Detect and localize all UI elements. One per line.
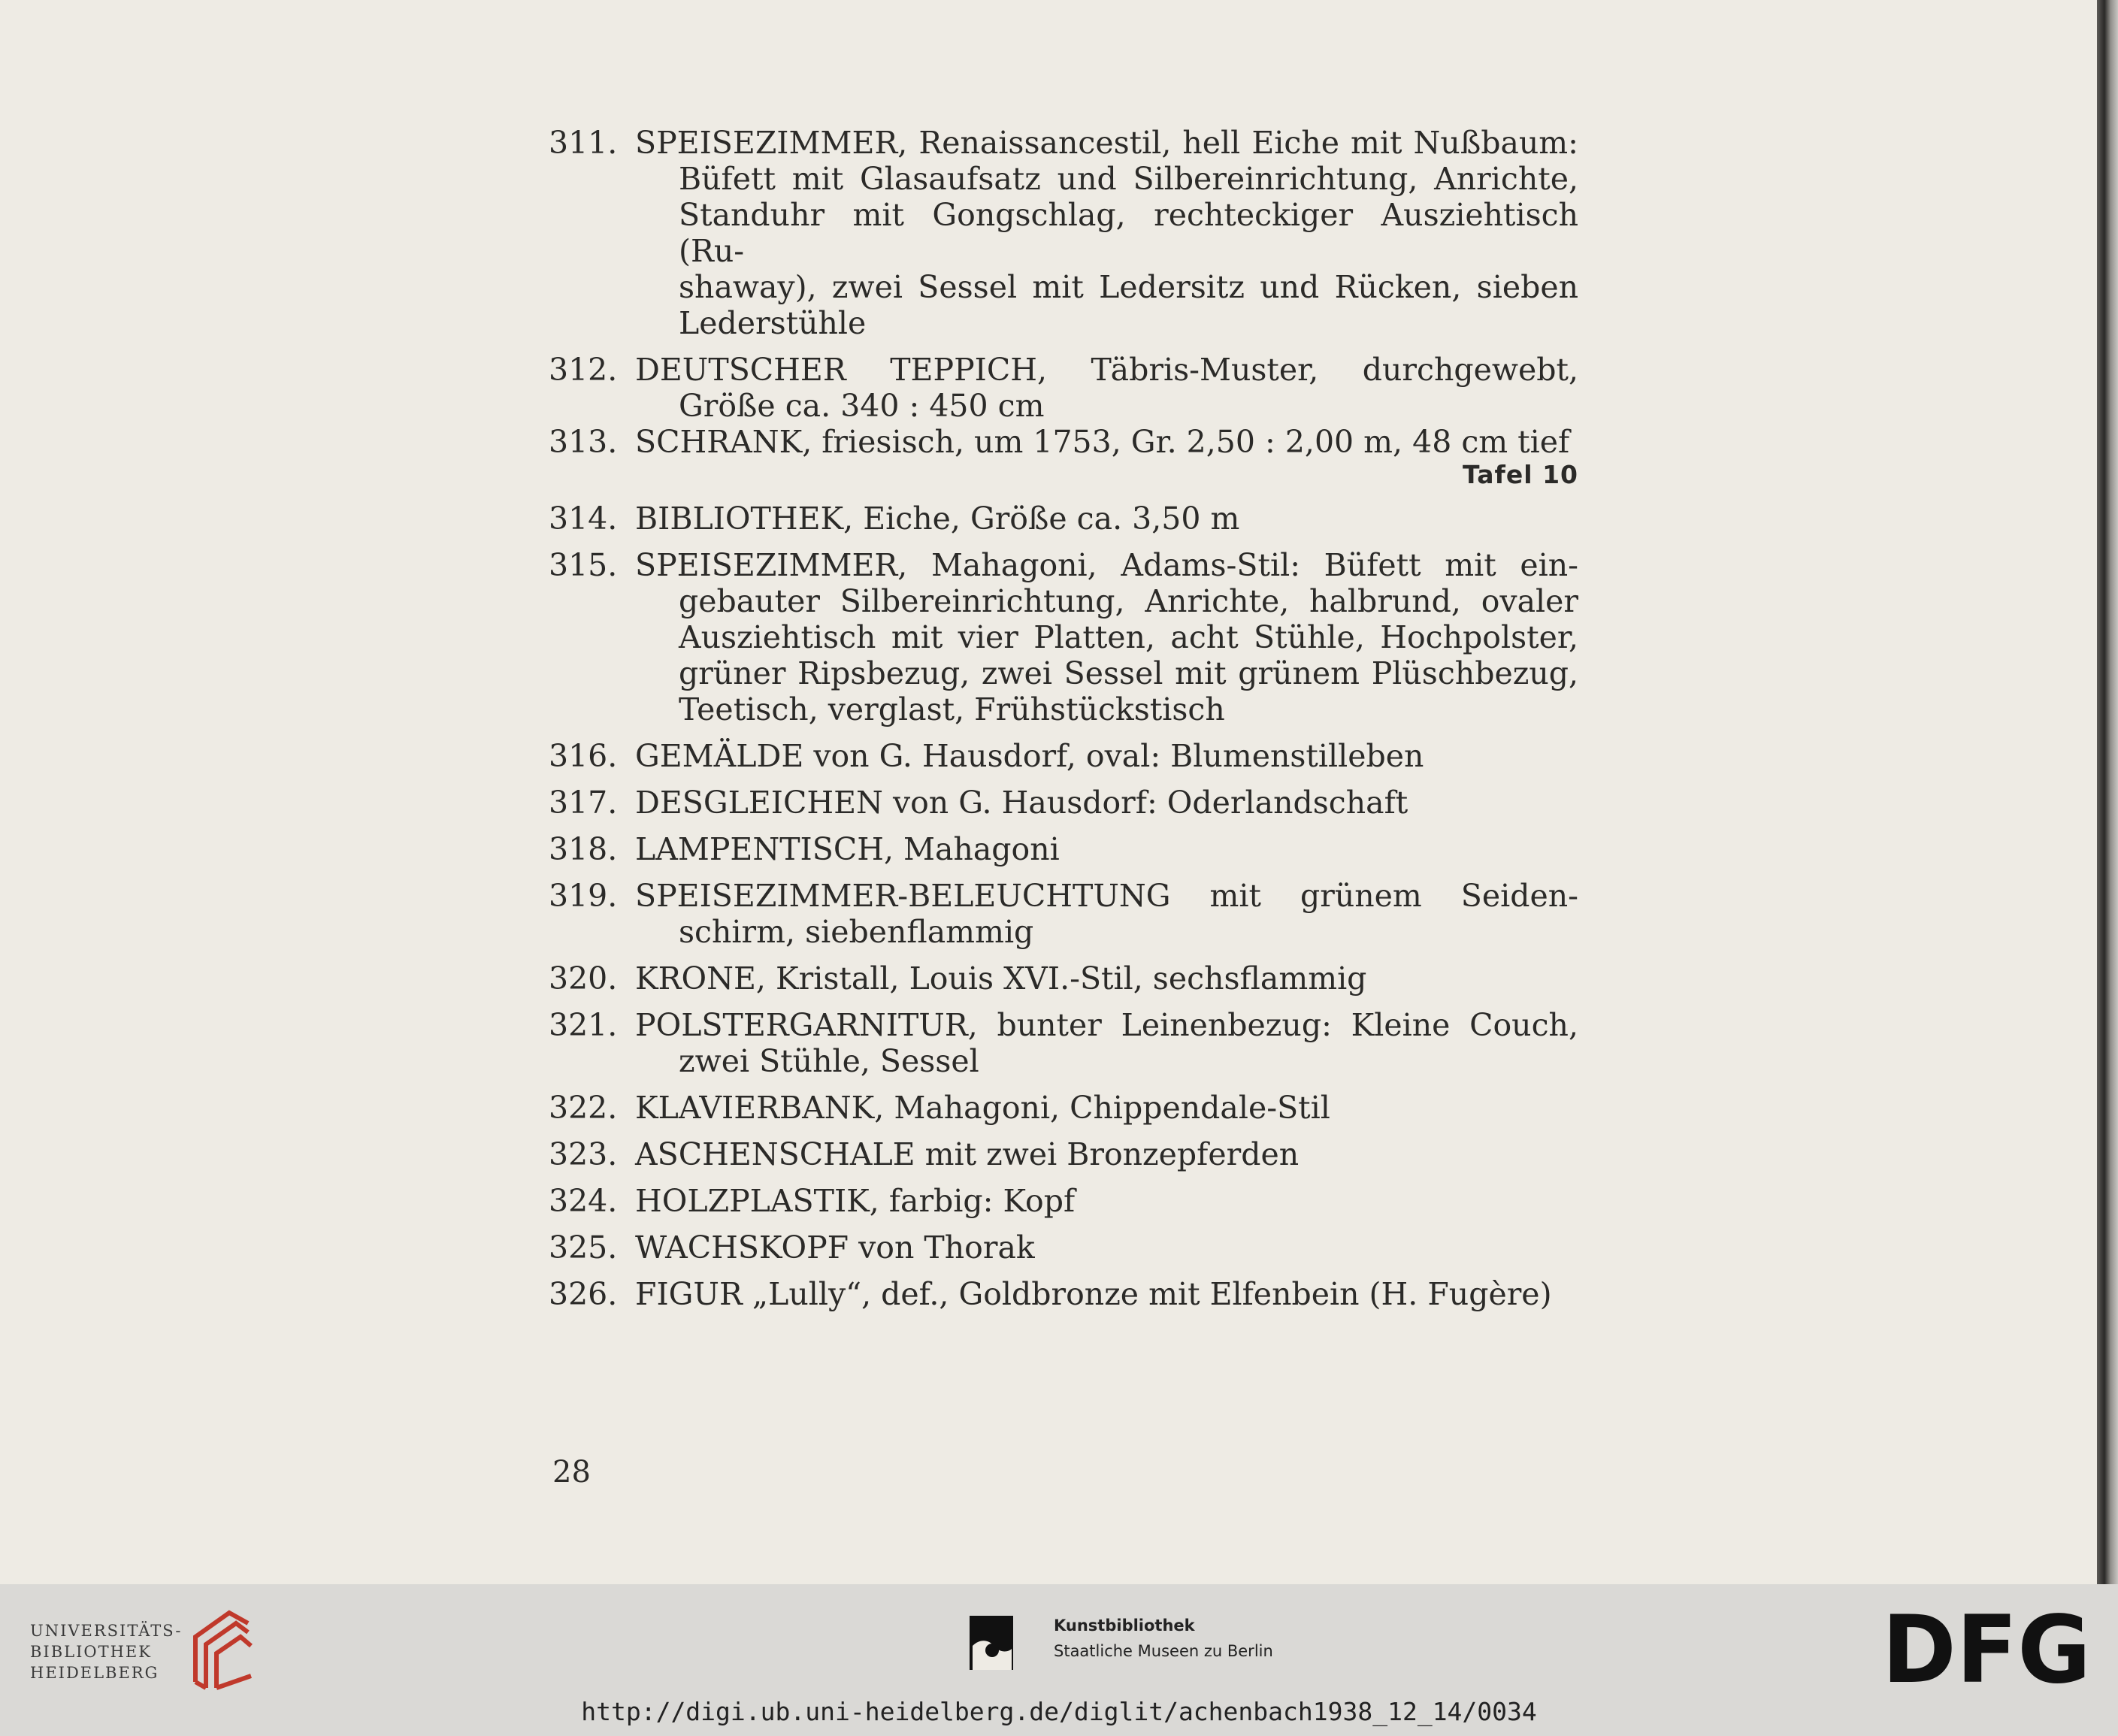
entry-text xyxy=(635,424,1578,490)
entry-number: 317. xyxy=(549,785,618,821)
entry-number: 326. xyxy=(549,1276,618,1312)
catalog-entry xyxy=(549,785,1578,821)
kunstbibliothek-logo-icon xyxy=(970,1616,1013,1670)
university-library-wordmark xyxy=(30,1620,183,1683)
catalog-entry xyxy=(549,1183,1578,1219)
entry-number: 314. xyxy=(549,501,618,537)
entry-line: gebauter Silbereinrichtung, Anrichte, halbrund, ovaler xyxy=(679,583,1578,619)
entry-line: HOLZPLASTIK, farbig: Kopf xyxy=(635,1183,1076,1219)
kunstbibliothek-subtitle: Staatliche Museen zu Berlin xyxy=(1054,1642,1273,1660)
entry-line: zwei Stühle, Sessel xyxy=(679,1043,979,1079)
entry-line: DESGLEICHEN von G. Hausdorf: Oderlandschaft xyxy=(635,785,1408,821)
catalog-entry xyxy=(549,878,1578,950)
entry-text xyxy=(635,352,1578,424)
catalog-entry xyxy=(549,424,1578,490)
entry-line: DEUTSCHER TEPPICH, Täbris-Muster, durchgewebt, xyxy=(635,352,1578,388)
entry-text xyxy=(635,1229,1578,1266)
page-edge-shadow xyxy=(2097,0,2118,1584)
kunstbibliothek-name: Kunstbibliothek xyxy=(1054,1617,1195,1635)
entry-line: grüner Ripsbezug, zwei Sessel mit grünem Plüschbezug, xyxy=(679,655,1578,691)
entry-line: LAMPENTISCH, Mahagoni xyxy=(635,831,1060,867)
university-line: HEIDELBERG xyxy=(30,1664,159,1682)
entry-text xyxy=(635,1090,1578,1126)
entry-text xyxy=(635,1183,1578,1219)
entry-line: FIGUR „Lully“, def., Goldbronze mit Elfenbein (H. Fugère) xyxy=(635,1276,1552,1312)
entry-number: 322. xyxy=(549,1090,618,1126)
entry-line: Größe ca. 340 : 450 cm xyxy=(679,388,1045,424)
entry-number: 316. xyxy=(549,738,618,774)
entry-text xyxy=(635,501,1578,537)
entry-line: SPEISEZIMMER, Renaissancestil, hell Eiche mit Nußbaum: xyxy=(635,125,1578,161)
entry-text xyxy=(635,1276,1578,1312)
entry-text xyxy=(635,125,1578,341)
entry-line: GEMÄLDE von G. Hausdorf, oval: Blumenstilleben xyxy=(635,738,1424,774)
entry-number: 313. xyxy=(549,424,618,460)
entry-line: ASCHENSCHALE mit zwei Bronzepferden xyxy=(635,1136,1300,1172)
entry-line: KRONE, Kristall, Louis XVI.-Stil, sechsflammig xyxy=(635,960,1367,997)
entry-line: Standuhr mit Gongschlag, rechteckiger Ausziehtisch (Ru- xyxy=(679,197,1578,269)
entry-number: 320. xyxy=(549,960,618,997)
plate-reference: Tafel 10 xyxy=(1463,460,1578,489)
university-logo-icon xyxy=(188,1607,256,1691)
entry-line: KLAVIERBANK, Mahagoni, Chippendale-Stil xyxy=(635,1090,1330,1126)
dfg-logo-text: DFG xyxy=(1882,1607,2091,1691)
university-line: BIBLIOTHEK xyxy=(30,1643,152,1661)
entry-line: SPEISEZIMMER-BELEUCHTUNG mit grünem Seiden- xyxy=(635,878,1578,914)
entry-line: POLSTERGARNITUR, bunter Leinenbezug: Kleine Couch, xyxy=(635,1007,1578,1043)
entry-line: Teetisch, verglast, Frühstückstisch xyxy=(679,691,1225,727)
entry-line: Büfett mit Glasaufsatz und Silbereinrichtung, Anrichte, xyxy=(679,161,1578,197)
entry-number: 321. xyxy=(549,1007,618,1043)
entry-line: BIBLIOTHEK, Eiche, Größe ca. 3,50 m xyxy=(635,501,1240,537)
catalog-list xyxy=(549,125,1578,1312)
catalog-entry xyxy=(549,738,1578,774)
entry-line: Ausziehtisch mit vier Platten, acht Stühle, Hochpolster, xyxy=(679,619,1578,655)
catalog-entry xyxy=(549,1229,1578,1266)
catalog-entry xyxy=(549,1136,1578,1172)
catalog-entry xyxy=(549,547,1578,727)
catalog-entry xyxy=(549,1090,1578,1126)
entry-number: 318. xyxy=(549,831,618,867)
catalog-entry xyxy=(549,125,1578,341)
entry-line: SCHRANK, friesisch, um 1753, Gr. 2,50 : 2,00 m, 48 cm tief xyxy=(635,424,1570,460)
entry-text xyxy=(635,831,1578,867)
catalog-entry xyxy=(549,831,1578,867)
entry-number: 311. xyxy=(549,125,618,161)
entry-text xyxy=(635,1136,1578,1172)
catalog-entry xyxy=(549,1007,1578,1079)
entry-text xyxy=(635,878,1578,950)
kunstbibliothek-wordmark xyxy=(1054,1613,1273,1664)
entry-line: WACHSKOPF von Thorak xyxy=(635,1229,1035,1266)
catalog-entry xyxy=(549,352,1578,424)
university-line: UNIVERSITÄTS- xyxy=(30,1622,183,1640)
entry-text xyxy=(635,785,1578,821)
entry-number: 325. xyxy=(549,1229,618,1266)
entry-number: 324. xyxy=(549,1183,618,1219)
entry-text xyxy=(635,738,1578,774)
entry-line: SPEISEZIMMER, Mahagoni, Adams-Stil: Büfett mit ein- xyxy=(635,547,1578,583)
page-number: 28 xyxy=(552,1455,591,1490)
entry-number: 323. xyxy=(549,1136,618,1172)
entry-line: schirm, siebenflammig xyxy=(679,914,1034,950)
source-url[interactable]: http://digi.ub.uni-heidelberg.de/diglit/achenbach1938_12_14/0034 xyxy=(581,1697,1537,1726)
entry-text xyxy=(635,547,1578,727)
catalog-entry xyxy=(549,1276,1578,1312)
entry-number: 319. xyxy=(549,878,618,914)
entry-number: 312. xyxy=(549,352,618,388)
entry-line: shaway), zwei Sessel mit Ledersitz und Rücken, sieben xyxy=(679,269,1578,305)
entry-text xyxy=(635,1007,1578,1079)
entry-number: 315. xyxy=(549,547,618,583)
dfg-logo xyxy=(1882,1607,2092,1691)
entry-text xyxy=(635,960,1578,997)
catalog-entry xyxy=(549,960,1578,997)
catalog-entry xyxy=(549,501,1578,537)
entry-line: Lederstühle xyxy=(679,305,867,341)
